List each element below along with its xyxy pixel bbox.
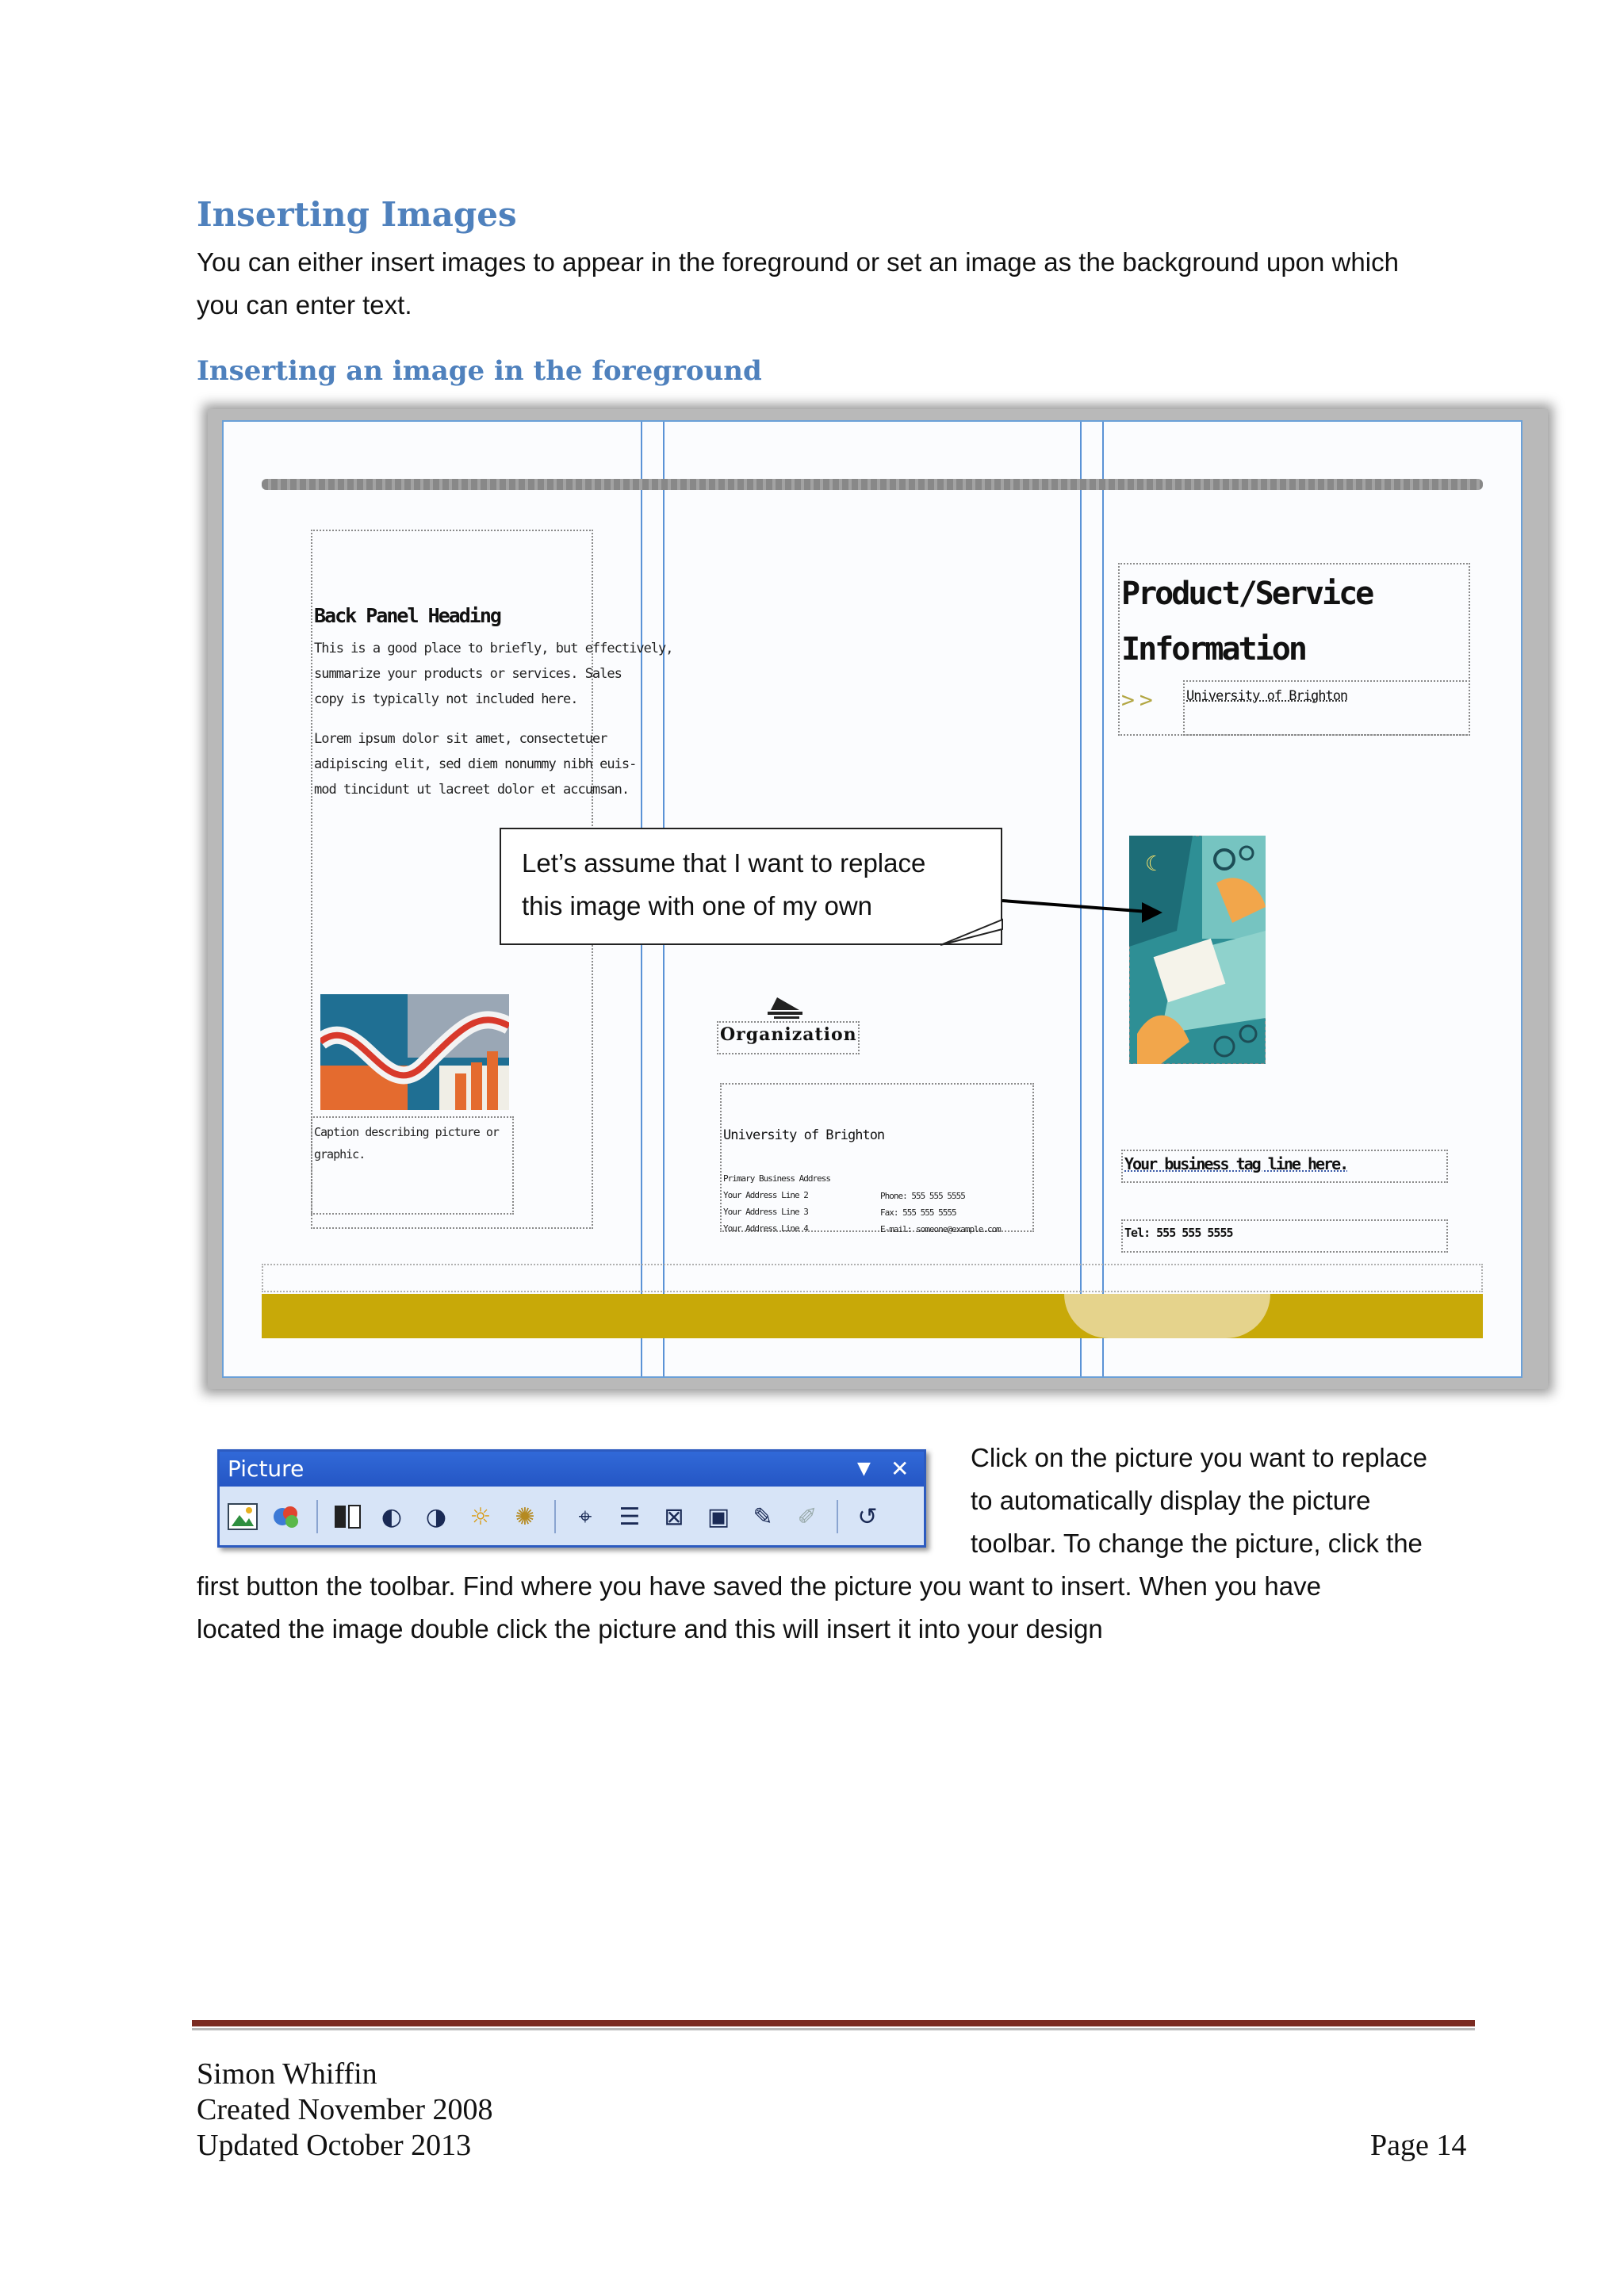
footer-rule-shadow [192,2028,1475,2030]
svg-text:☾: ☾ [1145,852,1164,876]
footer-rule [192,2020,1475,2026]
footer-updated: Updated October 2013 [197,2129,472,2162]
toolbar-separator [554,1500,556,1533]
reading-clipart-image[interactable] [1129,836,1266,1064]
subheading: Inserting an image in the foreground [197,355,762,387]
organization-logo[interactable] [763,996,807,1020]
toolbar-options-icon[interactable]: ▼ [857,1459,871,1479]
close-icon[interactable]: ✕ [891,1456,910,1482]
footer-created: Created November 2008 [197,2093,493,2126]
body-text-line-1: first button the toolbar. Find where you have saved the picture you want to insert. When you have [197,1571,1321,1601]
organization-name: Organization [720,1024,857,1045]
color-icon[interactable] [269,1498,305,1535]
org-name-text: University of Brighton [723,1127,885,1143]
page-heading: Inserting Images [197,195,517,234]
line-style-icon[interactable]: ☰ [619,1502,641,1531]
side-text-line-2: to automatically display the picture [971,1486,1371,1515]
side-text-line-1: Click on the picture you want to replace [971,1443,1427,1472]
toolbar-separator [316,1500,318,1533]
tel-text: Tel: 555 555 5555 [1124,1226,1233,1240]
caption-text: Caption describing picture or graphic. [314,1125,499,1161]
tagline-text: Your business tag line here. [1124,1154,1348,1173]
column-guide [1080,422,1082,1376]
footer-frame [262,1264,1483,1292]
column-guide [1102,422,1104,1376]
format-picture-icon[interactable]: ✎ [753,1502,773,1531]
set-transparent-icon[interactable]: ✐ [797,1502,818,1531]
back-panel-heading: Back Panel Heading [314,604,500,627]
callout-box [500,828,1002,945]
intro-line-1: You can either insert images to appear in the foreground or set an image as the background upon which [197,247,1399,277]
toolbar-title: Picture [220,1452,924,1487]
footer-author: Simon Whiffin [197,2057,377,2091]
side-text-line-3: toolbar. To change the picture, click the [971,1529,1423,1558]
toolbar-buttons [224,1494,886,1539]
contrast-down-icon[interactable]: ◑ [425,1502,447,1531]
intro-line-2: you can enter text. [197,290,412,320]
more-contrast-icon[interactable] [329,1498,366,1535]
contact-block: Phone: 555 555 5555 Fax: 555 555 5555 E-mail: someone@example.com [880,1191,1001,1234]
brightness-down-icon[interactable]: ✺ [515,1502,535,1531]
toolbar-separator [837,1500,838,1533]
back-panel-text: This is a good place to briefly, but effectively, summarize your products or services. Sales copy is typically not included here. Lorem ipsum dolor sit amet, consectetuer adipiscing elit, sed diem nonummy nibh euis- mod tincidunt ut lacreet dolor et accumsan. [314,641,673,798]
picture-toolbar[interactable] [217,1449,926,1548]
gold-footer-band [262,1294,1483,1338]
text-wrapping-icon[interactable]: ▣ [707,1502,730,1531]
body-text-line-2: located the image double click the picture and this will insert it into your design [197,1614,1103,1644]
address-block: Primary Business Address Your Address Line 2 Your Address Line 3 Your Address Line 4 [723,1173,830,1234]
contrast-up-icon[interactable]: ◐ [381,1502,403,1531]
chart-clipart-image[interactable] [320,994,509,1110]
callout-line-1: Let’s assume that I want to replace [522,848,926,878]
product-title-line-2: Information [1121,631,1305,668]
reset-picture-icon[interactable]: ↺ [857,1502,878,1531]
crop-icon[interactable]: ⌖ [578,1502,592,1531]
brightness-up-icon[interactable]: ☼ [469,1502,492,1531]
compress-icon[interactable]: ⊠ [664,1502,684,1531]
page-number: Page 14 [1370,2129,1467,2162]
product-arrows: >> [1121,687,1158,713]
product-title-line-1: Product/Service [1121,576,1373,612]
top-rule [262,479,1483,490]
gold-footer-highlight [1064,1294,1270,1338]
callout-line-2: this image with one of my own [522,891,873,920]
insert-picture-icon[interactable] [224,1498,261,1535]
product-org-name: University of Brighton [1186,688,1348,704]
